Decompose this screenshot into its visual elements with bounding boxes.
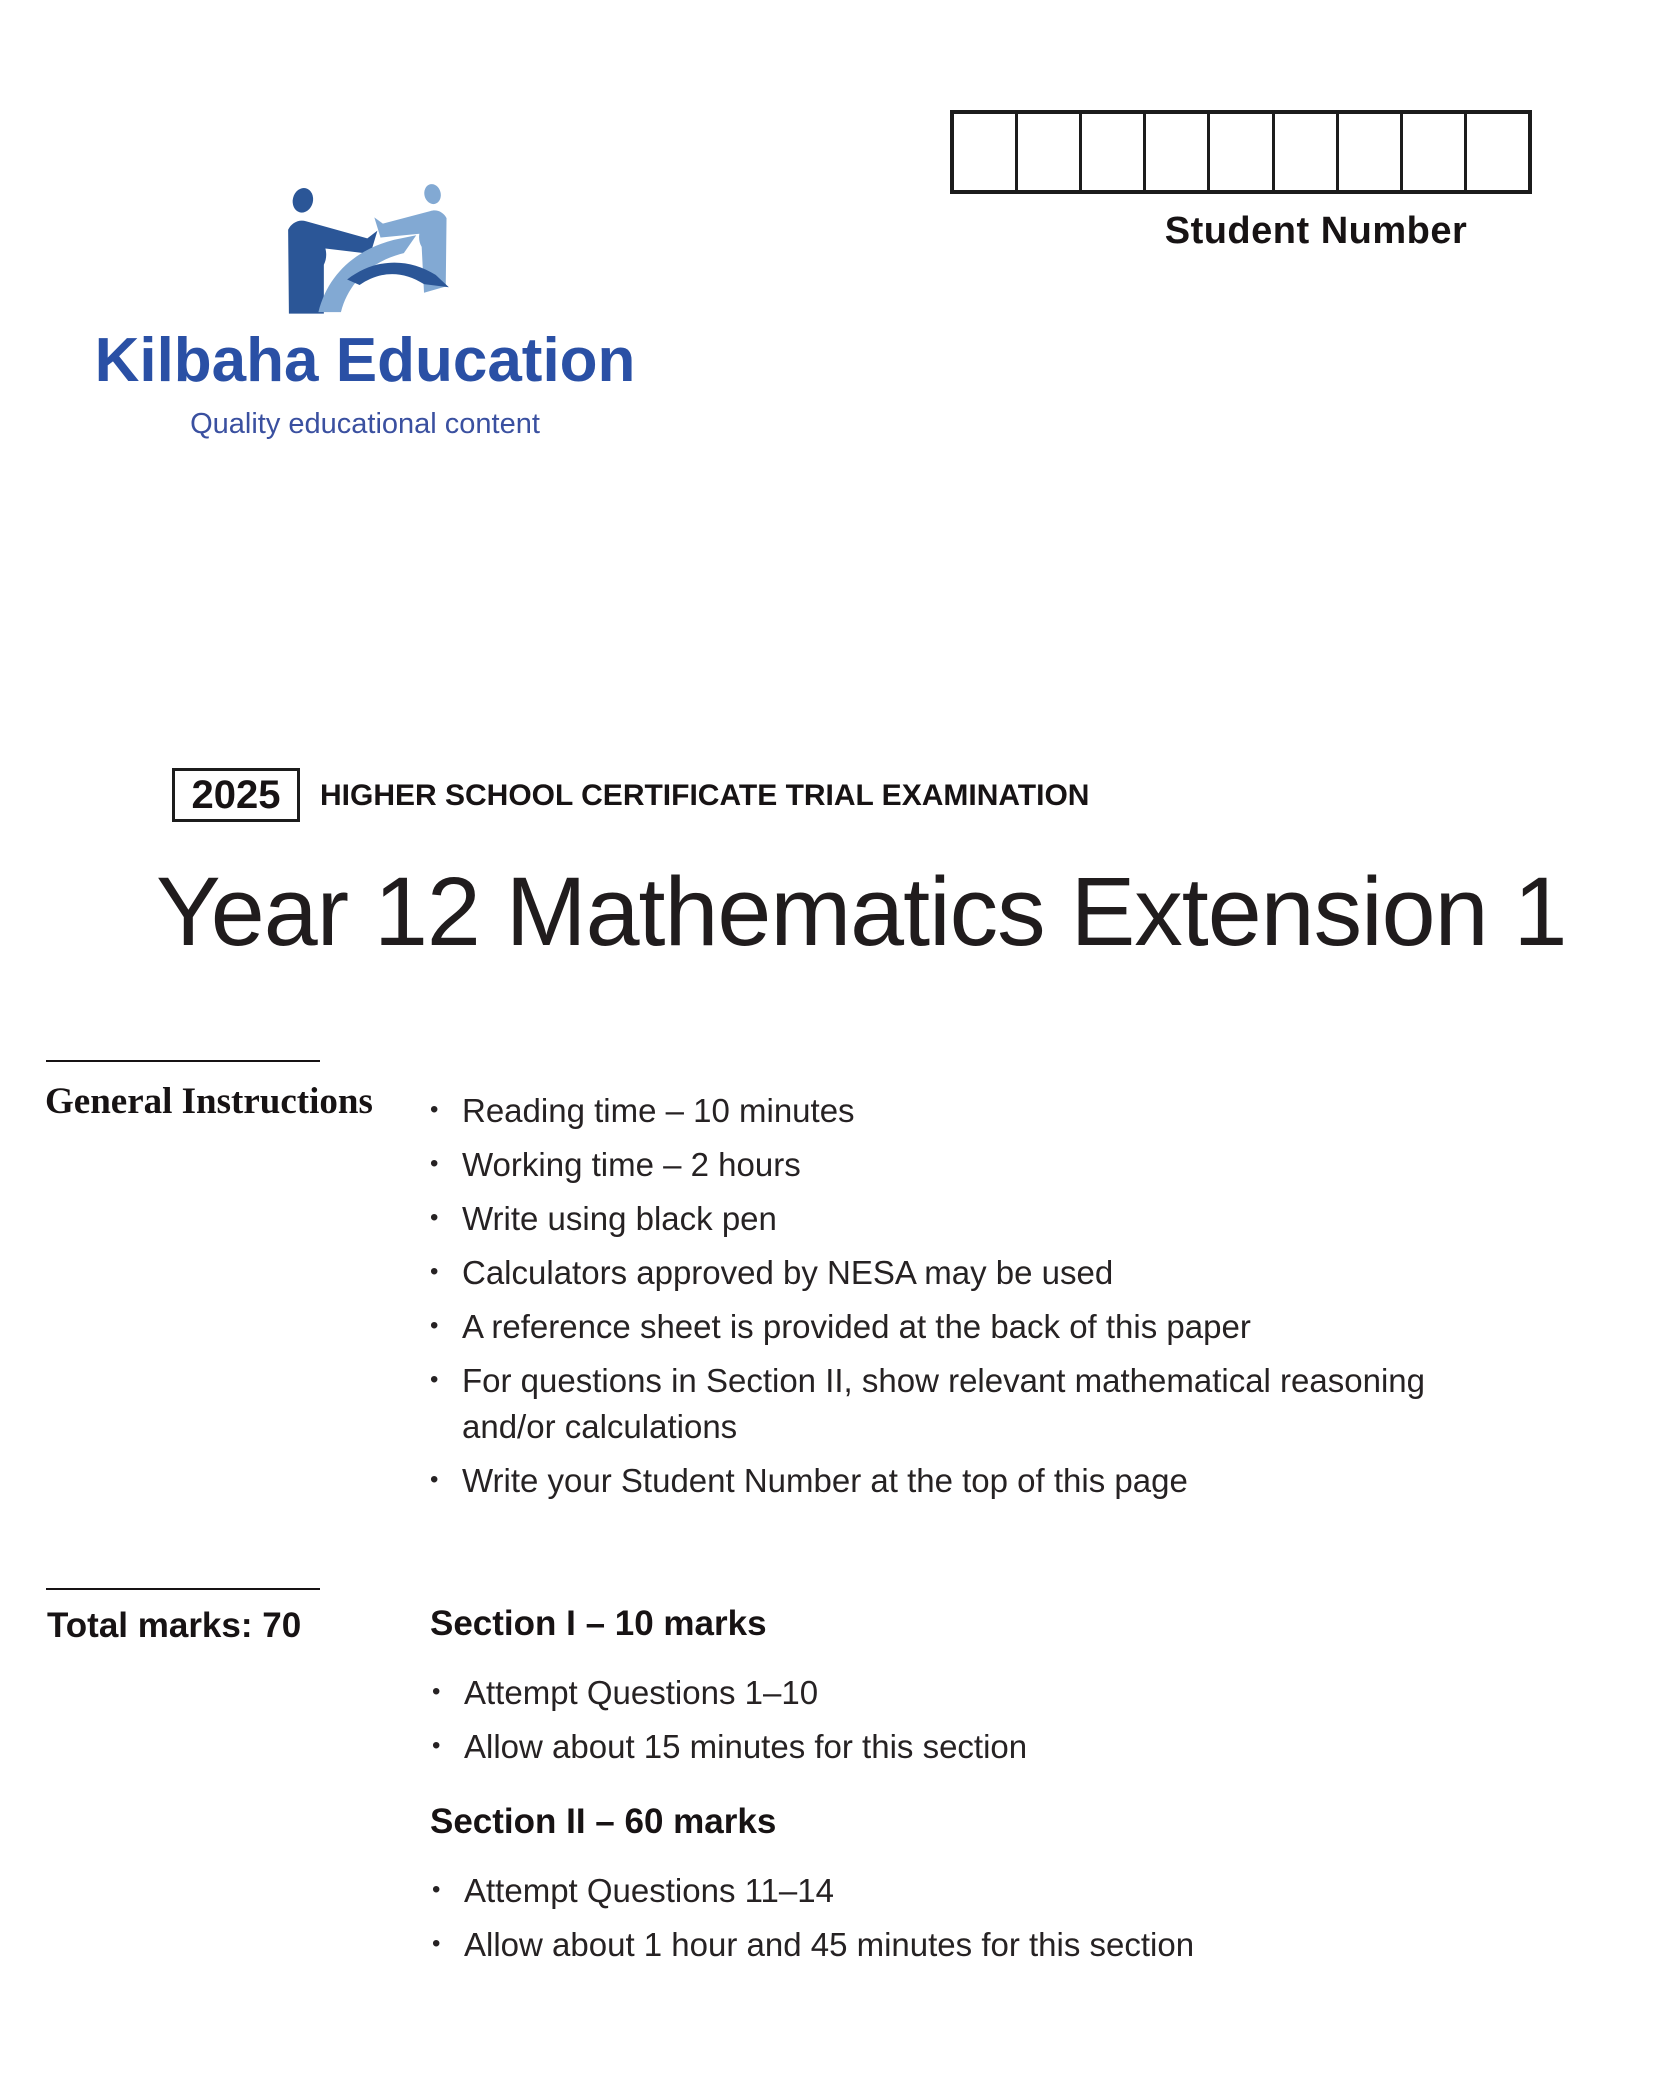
instruction-item: • A reference sheet is provided at the back of this paper	[428, 1304, 1448, 1350]
exam-series-row	[172, 768, 1089, 822]
logo-tagline: Quality educational content	[190, 408, 540, 440]
student-number-cell	[1272, 114, 1336, 190]
student-number-block	[950, 110, 1532, 253]
kilbaha-logo	[40, 184, 690, 441]
general-instructions-list	[428, 1088, 1448, 1512]
instruction-item: • For questions in Section II, show relevant mathematical reasoning and/or calculations	[428, 1358, 1448, 1450]
section-item: • Allow about 15 minutes for this section	[430, 1724, 1630, 1770]
student-number-cell	[1400, 114, 1464, 190]
instruction-item: • Calculators approved by NESA may be used	[428, 1250, 1448, 1296]
section-2-heading: Section II – 60 marks	[430, 1802, 777, 1841]
bullet-icon: •	[432, 1930, 441, 1957]
student-number-cell	[1207, 114, 1271, 190]
total-marks-label: Total marks: 70	[47, 1606, 302, 1645]
kilbaha-logo-icon	[270, 184, 460, 316]
section-2-block	[430, 1802, 1630, 1976]
bullet-icon: •	[430, 1366, 439, 1393]
section-item: • Attempt Questions 1–10	[430, 1670, 1630, 1716]
logo-wordmark: Kilbaha Education	[94, 326, 636, 395]
student-number-label: Student Number	[1164, 210, 1468, 252]
student-number-grid	[950, 110, 1532, 194]
instruction-item: • Write your Student Number at the top of this page	[428, 1458, 1448, 1504]
bullet-icon: •	[432, 1732, 441, 1759]
general-instructions-label: General Instructions	[45, 1081, 373, 1122]
bullet-icon: •	[432, 1678, 441, 1705]
section-1-block	[430, 1604, 1630, 1778]
bullet-icon: •	[430, 1096, 439, 1123]
year-box	[172, 768, 300, 822]
section-1-heading: Section I – 10 marks	[430, 1604, 767, 1643]
page-title: Year 12 Mathematics Extension 1	[156, 857, 1567, 966]
divider	[46, 1060, 320, 1062]
divider	[46, 1588, 320, 1590]
section-item: • Allow about 1 hour and 45 minutes for this section	[430, 1922, 1630, 1968]
instruction-item: • Reading time – 10 minutes	[428, 1088, 1448, 1134]
bullet-icon: •	[430, 1204, 439, 1231]
bullet-icon: •	[430, 1466, 439, 1493]
bullet-icon: •	[430, 1150, 439, 1177]
instruction-item: • Write using black pen	[428, 1196, 1448, 1242]
student-number-cell	[1143, 114, 1207, 190]
bullet-icon: •	[430, 1258, 439, 1285]
bullet-icon: •	[432, 1876, 441, 1903]
student-number-cell	[1464, 114, 1528, 190]
student-number-cell	[1079, 114, 1143, 190]
instruction-item: • Working time – 2 hours	[428, 1142, 1448, 1188]
student-number-cell	[1336, 114, 1400, 190]
year-label: 2025	[191, 772, 281, 817]
exam-series-heading: HIGHER SCHOOL CERTIFICATE TRIAL EXAMINATION	[320, 779, 1090, 812]
student-number-cell	[1015, 114, 1079, 190]
bullet-icon: •	[430, 1312, 439, 1339]
section-item: • Attempt Questions 11–14	[430, 1868, 1630, 1914]
student-number-cell	[954, 114, 1015, 190]
